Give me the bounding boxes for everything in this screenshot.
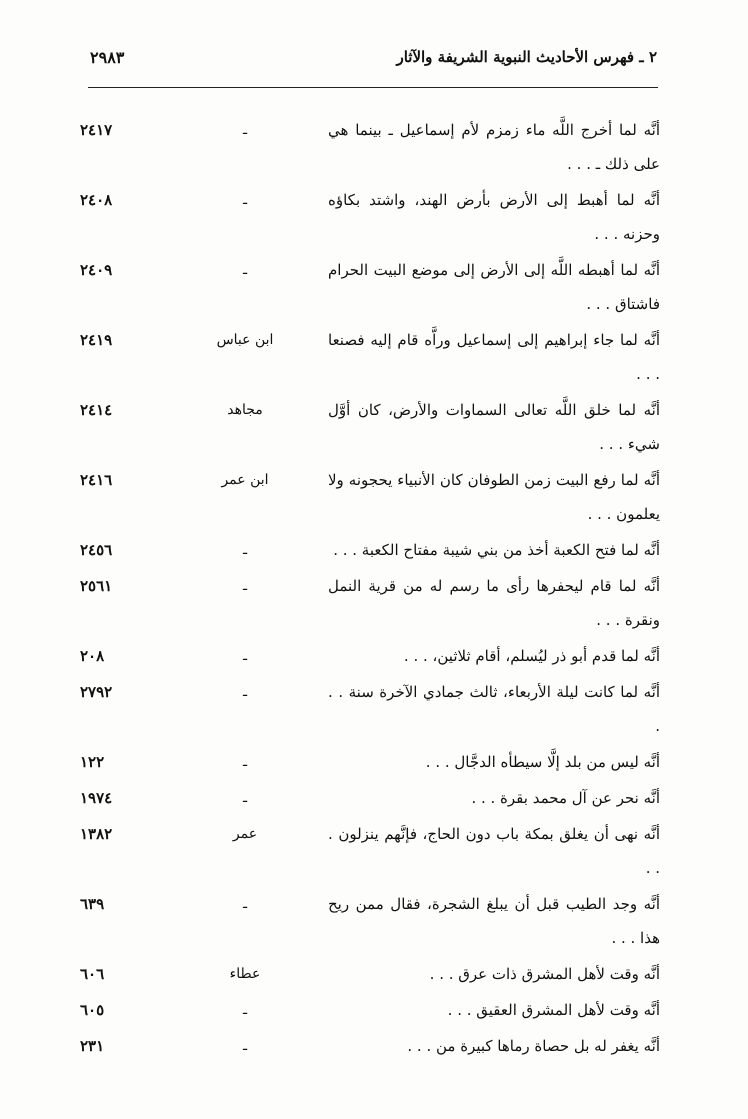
- hadith-text: أنَّه لما كانت ليلة الأربعاء، ثالث جمادي الآخرة سنة . . .: [328, 683, 660, 735]
- index-entries: [80, 113, 660, 1065]
- header-rule: [88, 87, 658, 88]
- hadith-number: ٢٤١٤: [80, 401, 113, 419]
- hadith-number: ٢٧٩٢: [80, 683, 113, 701]
- hadith-number: ٢٠٨: [80, 647, 105, 665]
- hadith-text: أنَّه لما خلق اللَّه تعالى السماوات والأرض، كان أوَّل شيء . . .: [328, 401, 660, 453]
- index-entry: [80, 1029, 660, 1065]
- narrator: ـ: [242, 1002, 248, 1018]
- narrator: ـ: [242, 542, 248, 558]
- index-entry: [80, 675, 660, 745]
- narrator: ابن عباس: [216, 332, 274, 348]
- hadith-number: ٦٠٥: [80, 1001, 105, 1019]
- hadith-text: أنَّه يغفر له بل حصاة رماها كبيرة من . . .: [407, 1037, 660, 1055]
- narrator: ابن عمر: [221, 472, 269, 488]
- hadith-number: ٢٥٦١: [80, 577, 113, 595]
- hadith-text: أنَّه لما أخرج اللَّه ماء زمزم لأم إسماعيل ـ بينما هي على ذلك ـ . . .: [328, 121, 660, 173]
- running-title: ٢ ـ فهرس الأحاديث النبوية الشريفة والآثار: [396, 48, 657, 66]
- hadith-number: ٢٤٥٦: [80, 541, 113, 559]
- narrator: عمر: [232, 826, 258, 842]
- hadith-number: ١٣٨٢: [80, 825, 113, 843]
- narrator: ـ: [242, 262, 248, 278]
- narrator: ـ: [242, 578, 248, 594]
- hadith-number: ١٩٧٤: [80, 789, 113, 807]
- index-entry: [80, 183, 660, 253]
- hadith-text: أنَّه نحر عن آل محمد بقرة . . .: [471, 789, 660, 807]
- index-entry: [80, 781, 660, 817]
- hadith-text: أنَّه لما قدم أبو ذر ليُسلم، أقام ثلاثين، . . .: [403, 647, 660, 665]
- index-entry: [80, 393, 660, 463]
- narrator: عطاء: [229, 966, 261, 982]
- hadith-text: أنَّه لما جاء إبراهيم إلى إسماعيل وراَّه قام إليه فصنعا . . .: [328, 331, 660, 383]
- page-header: [90, 44, 657, 84]
- narrator: ـ: [242, 684, 248, 700]
- hadith-number: ٢٤٠٨: [80, 191, 113, 209]
- hadith-number: ٢٣١: [80, 1037, 105, 1055]
- narrator: ـ: [242, 122, 248, 138]
- hadith-number: ٢٤١٧: [80, 121, 113, 139]
- hadith-text: أنَّه لما أهبط إلى الأرض بأرض الهند، واشتد بكاؤه وحزنه . . .: [328, 191, 660, 243]
- hadith-text: أنَّه وجد الطيب قبل أن يبلغ الشجرة، فقال ممن ريح هذا . . .: [328, 895, 660, 947]
- index-entry: [80, 253, 660, 323]
- hadith-text: أنَّه لما رفع البيت زمن الطوفان كان الأنبياء يحجونه ولا يعلمون . . .: [328, 471, 660, 523]
- index-entry: [80, 569, 660, 639]
- narrator: مجاهد: [227, 402, 263, 418]
- page-number: ٢٩٨٣: [90, 48, 125, 67]
- hadith-text: أنَّه لما قام ليحفرها رأى ما رسم له من قرية النمل ونقرة . . .: [328, 577, 660, 629]
- hadith-number: ٢٤١٦: [80, 471, 113, 489]
- hadith-number: ٢٤١٩: [80, 331, 113, 349]
- index-entry: [80, 817, 660, 887]
- hadith-number: ٦٠٦: [80, 965, 105, 983]
- index-entry: [80, 887, 660, 957]
- index-entry: [80, 639, 660, 675]
- index-entry: [80, 113, 660, 183]
- index-entry: [80, 533, 660, 569]
- index-entry: [80, 957, 660, 993]
- index-entry: [80, 323, 660, 393]
- hadith-text: أنَّه وقت لأهل المشرق ذات عرق . . .: [429, 965, 660, 983]
- hadith-text: أنَّه ليس من بلد إلَّا سيطأه الدجَّال . . .: [425, 753, 660, 771]
- index-entry: [80, 993, 660, 1029]
- narrator: ـ: [242, 1038, 248, 1054]
- hadith-text: أنَّه وقت لأهل المشرق العقيق . . .: [447, 1001, 660, 1019]
- hadith-text: أنَّه لما فتح الكعبة أخذ من بني شيبة مفتاح الكعبة . . .: [333, 541, 660, 559]
- index-entry: [80, 463, 660, 533]
- index-entry: [80, 745, 660, 781]
- narrator: ـ: [242, 790, 248, 806]
- hadith-number: ٦٣٩: [80, 895, 105, 913]
- narrator: ـ: [242, 754, 248, 770]
- narrator: ـ: [242, 648, 248, 664]
- hadith-number: ٢٤٠٩: [80, 261, 113, 279]
- hadith-text: أنَّه نهى أن يغلق بمكة باب دون الحاج، فإنَّهم ينزلون . . .: [328, 825, 660, 877]
- narrator: ـ: [242, 192, 248, 208]
- narrator: ـ: [242, 896, 248, 912]
- hadith-text: أنَّه لما أهبطه اللَّه إلى الأرض إلى موضع البيت الحرام فاشتاق . . .: [328, 261, 660, 313]
- hadith-number: ١٢٢: [80, 753, 105, 771]
